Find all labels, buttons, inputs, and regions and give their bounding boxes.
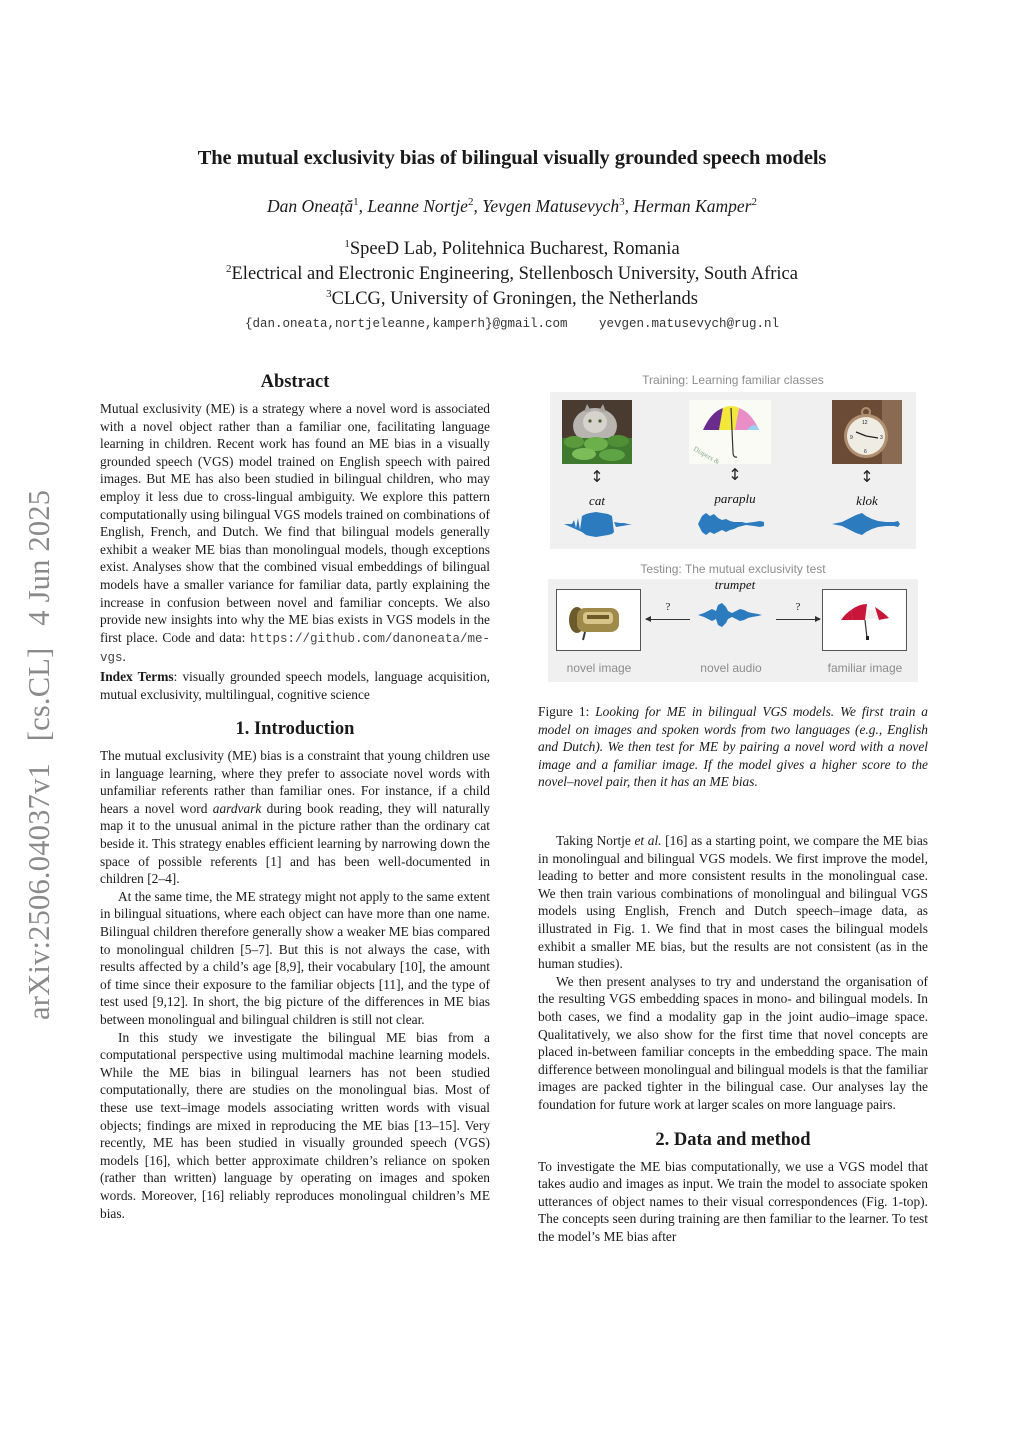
left-column (100, 370, 490, 1222)
author: Yevgen Matusevych$^3$ (482, 196, 625, 216)
abstract-text: Mutual exclusivity (ME) is a strategy where a novel word is associated with a novel object rather than a familiar one, facilitating language learning in children. Recent work has found an ME bias in a visually grounded speech (VGS) model trained on English speech with paired images. But ME has also been studied in bilingual children, who may employ it less due to cross-lingual ambiguity. We explore this pattern computationally using bilingual VGS models trained on combinations of English, French, and Dutch. We find that bilingual models generally exhibit a weaker ME bias than monolingual models, though exceptions exist. Analyses show that the combined visual embeddings of bilingual models have a smaller variance for familiar data, partly explaining the increase in confusion between novel and familiar concepts. We also provide new insights into why the ME bias exists in VGS models in the first place. Code and data: https://github.com/danoneata/me-vgs. (100, 401, 490, 666)
red-umbrella-image (823, 590, 906, 650)
bidirectional-arrow-icon: ↕ (860, 467, 874, 486)
author-list: Dan Oneață$^1$, Leanne Nortje$^2$, Yevgen Matusevych$^3$, Herman Kamper$^2$ (267, 196, 757, 216)
familiar-image-box (822, 589, 907, 651)
author: Herman Kamper$^2$ (633, 196, 757, 216)
figure-1 (548, 370, 918, 682)
affiliation: $^3$CLCG, University of Groningen, the Netherlands (326, 288, 698, 309)
label-novel-image: novel image (566, 661, 632, 675)
data-method-paragraph: To investigate the ME bias computationally, we use a VGS model that takes audio and images as input. We train the model to associate spoken utterances of object names to their visual correspondences (Fig. 1-top). The concepts seen during training are then familiar to the learner. To test the model’s ME bias after (538, 1158, 928, 1244)
svg-text:12: 12 (862, 420, 868, 426)
arxiv-identifier-stamp (22, 476, 57, 1020)
code-link[interactable]: https://github.com/danoneata/me-vgs (100, 631, 490, 666)
testing-panel (548, 579, 918, 682)
label-familiar-image: familiar image (827, 661, 903, 675)
testing-title: Testing: The mutual exclusivity test (640, 562, 826, 576)
intro-paragraph: We then present analyses to try and understand the organisation of the resulting VGS embedding spaces in mono- and bilingual models. In both cases, we find a modality gap in the joint audio–image space. Qualitatively, we also show for the first time that novel concepts are placed in-between familiar concepts in the embedding space. The main difference between monolingual and bilingual models is that the familiar images are packed tighter in the bilingual case. Our analyses lay the foundation for future work at larger scales on more language pairs. (538, 973, 928, 1112)
email[interactable]: {dan.oneata,nortjeleanne,kamperh}@gmail.com (244, 317, 568, 331)
author: Dan Oneață$^1$ (267, 196, 359, 216)
svg-text:Diapers &: Diapers & (692, 444, 722, 464)
intro-paragraph: At the same time, the ME strategy might not apply to the same extent in bilingual situations, where each object can have more than one name. Bilingual children therefore generally show a weaker ME bias compared to monolingual children [5–7]. But this is not always the case, with results affected by a child’s age [8,9], their vocabulary [10], the amount of time since their exposure to the familiar objects [11], and the type of test used [9,12]. In short, the big picture of the differences in ME bias between monolingual and bilingual children is still not clear. (100, 888, 490, 1027)
author-emails (0, 317, 1024, 331)
waveform-icon (832, 510, 900, 538)
arxiv-category: [cs.CL] (22, 647, 56, 742)
waveform-icon (698, 510, 764, 538)
trumpet-image (557, 590, 640, 650)
novel-image-box (556, 589, 641, 651)
affiliation: $^1$SpeeD Lab, Politehnica Bucharest, Romania (344, 238, 680, 259)
label-novel-audio: novel audio (700, 661, 762, 675)
training-title: Training: Learning familiar classes (642, 373, 824, 387)
section-heading-introduction: 1. Introduction (235, 719, 355, 740)
word-label-klok: klok (856, 493, 878, 508)
bidirectional-arrow-icon: ↕ (590, 467, 604, 486)
intro-paragraph: Taking Nortje et al. [16] as a starting point, we compare the ME bias in monolingual and bilingual VGS models. We first improve the model, leading to better and more consistent results in the monolingual case. We then train various combinations of monolingual and bilingual VGS models using English, French and Dutch speech–image data, as illustrated in Fig. 1. We find that in most cases the bilingual models exhibit a smaller ME bias, but the results are not consistent (as in the human studies). (538, 833, 928, 972)
intro-paragraph: In this study we investigate the bilingual ME bias from a computational perspective using multimodal machine learning models. While the ME bias in bilingual learners has not been studied computationally, there are studies on the monolingual bias. Most of these use text–image models associating written words with visual objects; findings are mixed in reproducing the ME bias [13–15]. Very recently, ME has been studied in visually grounded speech (VGS) models [16], which better approximate children’s reliance on spoken (rather than written) language by operating on images and spoken words. Moreover, [16] reliably reproduces monolingual children’s ME bias. (100, 1029, 490, 1221)
arxiv-id: arXiv:2506.04037v1 (22, 763, 56, 1020)
test-word-trumpet: trumpet (714, 577, 756, 592)
author: Leanne Nortje$^2$ (367, 196, 474, 216)
svg-text:6: 6 (864, 449, 867, 455)
svg-text:9: 9 (850, 435, 853, 441)
word-label-cat: cat (589, 493, 605, 508)
paper-title: The mutual exclusivity bias of bilingual visually grounded speech models (197, 147, 827, 169)
email[interactable]: yevgen.matusevych@rug.nl (599, 317, 780, 331)
abstract-heading: Abstract (260, 372, 330, 392)
training-panel (550, 392, 916, 549)
svg-text:3: 3 (880, 435, 883, 441)
figure-1-caption: Figure 1: Looking for ME in bilingual VGS models. We first train a model on images and spoken words from two languages (e.g., English and Dutch). We then test for ME by pairing a novel word with a novel image and a familiar image. If the model gives a higher score to the novel–novel pair, then it has an ME bias. (538, 704, 929, 790)
question-arrow-left: ? (646, 601, 690, 620)
clock-image (832, 400, 902, 464)
waveform-icon (564, 510, 632, 538)
bidirectional-arrow-icon: ↕ (728, 465, 742, 484)
cat-image (562, 400, 632, 464)
umbrella-image (689, 400, 771, 464)
novel-audio-waveform-icon (698, 601, 762, 629)
affiliation: $^2$Electrical and Electronic Engineering, Stellenbosch University, South Africa (226, 263, 798, 284)
question-arrow-right: ? (776, 601, 820, 620)
index-terms: Index Terms: visually grounded speech models, language acquisition, mutual exclusivity, multilingual, cognitive science (100, 668, 490, 702)
section-heading-data-method: 2. Data and method (655, 1129, 811, 1150)
arxiv-date: 4 Jun 2025 (22, 489, 56, 626)
right-column (538, 832, 928, 1245)
intro-paragraph: The mutual exclusivity (ME) bias is a constraint that young children use in language learning, where they prefer to associate novel words with unfamiliar referents rather than familiar ones. For instance, if a child hears a novel word aardvark during book reading, they will naturally map it to the unusual animal in the picture rather than the ordinary cat beside it. This strategy enables efficient learning by narrowing down the space of possible referents [1] and has been well-documented in children [2–4]. (100, 748, 490, 887)
word-label-paraplu: paraplu (714, 491, 756, 506)
